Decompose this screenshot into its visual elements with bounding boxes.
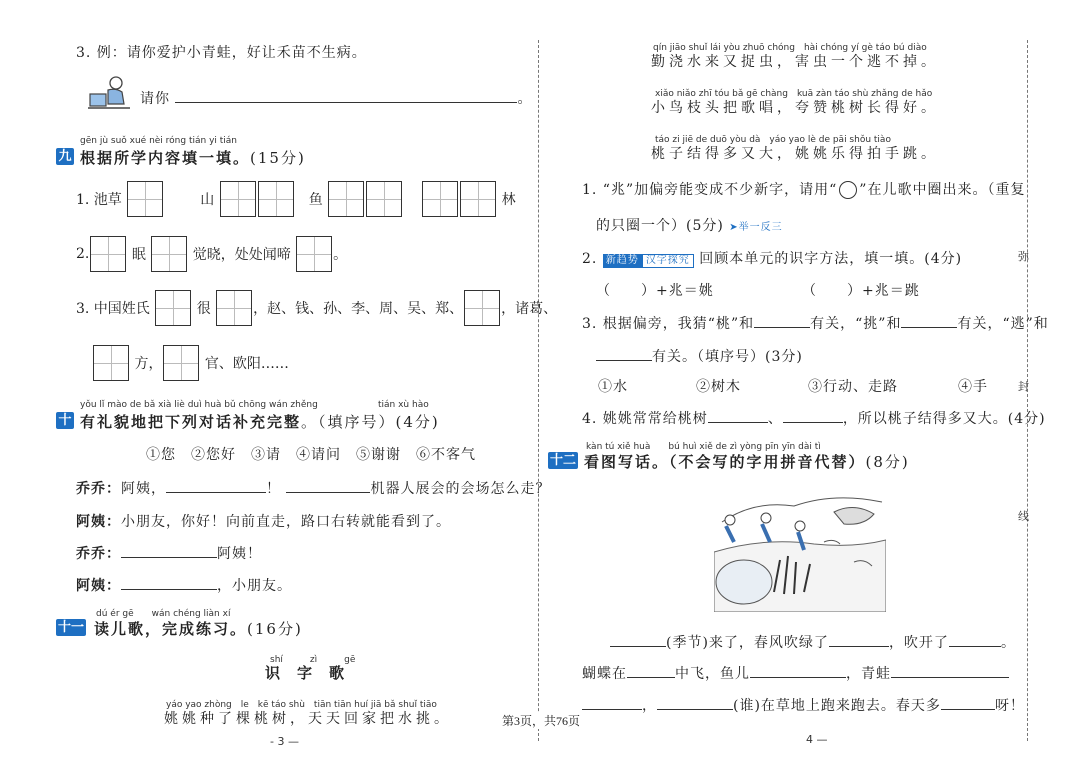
circle-icon (839, 181, 857, 199)
seal-label-2: 封 (1018, 380, 1029, 393)
write-blank[interactable] (829, 632, 889, 647)
tianzi-cell[interactable] (90, 236, 126, 272)
tianzi-cell[interactable] (220, 181, 256, 217)
q3-blank[interactable] (596, 346, 652, 361)
right-q2-fill-b[interactable]: （ ）+兆＝跳 (802, 283, 920, 299)
trend-tag: 新趋势 (603, 254, 642, 268)
tianzi-cell[interactable] (93, 345, 129, 381)
q4-blank[interactable] (708, 408, 768, 423)
sec10-pinyin2: tián xù hào (378, 400, 429, 410)
dialog-line-2: 阿姨：小朋友，你好！向前直走，路口右转就能看到了。 (76, 514, 451, 530)
sec9-q1: 1. 池草 山 鱼 林 (76, 181, 516, 217)
poem-line2: 勤浇水来又捉虫，害虫一个逃不掉。 (651, 54, 939, 70)
q3-option-3: ③行动、走路 (808, 379, 898, 395)
sec11-title: 读儿歌，完成练习。(16分) (94, 620, 303, 638)
sec9-pinyin: gēn jù suǒ xué nèi róng tián yi tián (80, 136, 238, 146)
spring-scene-illustration (714, 482, 886, 612)
dialog-line-3: 乔乔： 阿姨！ (76, 543, 262, 563)
write-blank[interactable] (657, 695, 733, 710)
page-number-left: - 3 — (270, 735, 299, 748)
sec12-pinyin: kàn tú xiě huà bú huì xiě de zì yòng pīn yīn dài tì (586, 442, 821, 452)
write-blank[interactable] (610, 632, 666, 647)
tianzi-cell[interactable] (366, 181, 402, 217)
tianzi-cell[interactable] (460, 181, 496, 217)
right-q4: 4. 姚姚常常给桃树 、 ，所以桃子结得多又大。(4分) (582, 408, 1046, 428)
poem-title-pinyin: shí zì gē (270, 655, 356, 665)
dialog-line-4: 阿姨： ，小朋友。 (76, 575, 292, 595)
right-q3: 3. 根据偏旁，我猜“桃”和 有关，“挑”和 有关，“逃”和 (582, 313, 1049, 333)
poem-line4: 桃子结得多又大，姚姚乐得拍手跳。 (651, 146, 939, 162)
right-q1: 1. “兆”加偏旁能变成不少新字，请用“ ”在儿歌中圈出来。（重复 (582, 182, 1026, 198)
poem-line1-pinyin: yáo yao zhòng le kē táo shù tiān tiān huí jiā bǎ shuǐ tiāo (166, 700, 437, 710)
dialog-blank[interactable] (121, 543, 217, 558)
sec10-pinyin: yǒu lǐ mào de bǎ xià liè duì huà bǔ chōng wán zhěng (80, 400, 318, 410)
explore-tag: 汉字探究 (642, 254, 694, 268)
sec9-title: 根据所学内容填一填。(15分) (80, 149, 306, 167)
seal-label-3: 线 (1018, 510, 1029, 523)
tianzi-cell[interactable] (328, 181, 364, 217)
right-q3-cont: 有关。（填序号）(3分) (596, 346, 803, 366)
tianzi-cell[interactable] (155, 290, 191, 326)
tianzi-cell[interactable] (422, 181, 458, 217)
sec9-badge: 九 (56, 148, 74, 165)
tianzi-cell[interactable] (127, 181, 163, 217)
sec12-title: 看图写话。（不会写的字用拼音代替）(8分) (584, 453, 910, 471)
sec10-options: ①您 ②您好 ③请 ④请问 ⑤谢谢 ⑥不客气 (146, 447, 476, 463)
write-line-3: ， (谁)在草地上跑来跑去。春天多 呀！ (582, 695, 1025, 715)
sec10-title: 有礼貌地把下列对话补充完整。（填序号）(4分) (80, 413, 440, 431)
poem-line2-pinyin: qín jiāo shuǐ lái yòu zhuō chóng hài chóng yí gè táo bú diào (653, 43, 927, 53)
poem-line4-pinyin: táo zi jiē de duō yòu dà yáo yao lè de pāi shǒu tiào (655, 135, 891, 145)
q3-option-1: ①水 (598, 379, 628, 395)
q4-blank[interactable] (783, 408, 843, 423)
write-blank[interactable] (949, 632, 1001, 647)
tianzi-cell[interactable] (151, 236, 187, 272)
q3-option-2: ②树木 (696, 379, 741, 395)
page-divider (538, 40, 539, 741)
right-q1-cont: 的只圈一个）(5分) ➤举一反三 (596, 218, 783, 234)
right-q2-fill-a[interactable]: （ ）+兆＝姚 (596, 283, 714, 299)
write-blank[interactable] (627, 663, 675, 678)
poem-line3: 小鸟枝头把歌唱，夸赞桃树长得好。 (651, 100, 939, 116)
write-line-2: 蝴蝶在 中飞，鱼儿 ，青蛙 (582, 663, 1009, 683)
sec10-badge: 十 (56, 412, 74, 429)
tianzi-cell[interactable] (296, 236, 332, 272)
seal-label-1: 弥 (1018, 250, 1029, 263)
q3-answer-line[interactable] (175, 88, 517, 103)
q3-blank[interactable] (901, 313, 957, 328)
right-q2: 2. 新趋势 汉字探究 回顾本单元的识字方法，填一填。(4分) (582, 251, 963, 267)
poem-line1: 姚姚种了棵桃树，天天回家把水挑。 (164, 711, 452, 727)
tianzi-cell[interactable] (216, 290, 252, 326)
dialog-line-1: 乔乔：阿姨， ！ 机器人展会的会场怎么走？ (76, 478, 550, 498)
q3-option-4: ④手 (958, 379, 988, 395)
dialog-blank[interactable] (121, 575, 217, 590)
page-count-footer: 第3页，共76页 (502, 714, 581, 728)
q3-example: 3. 例：请你爱护小青蛙，好让禾苗不生病。 (76, 45, 367, 61)
tianzi-cell[interactable] (258, 181, 294, 217)
poem-line3-pinyin: xiǎo niǎo zhī tóu bǎ gē chàng kuā zàn táo shù zhǎng de hǎo (655, 89, 933, 99)
sec11-badge: 十一 (57, 620, 84, 635)
write-blank[interactable] (582, 695, 642, 710)
q3-prompt-row: 请你 。 (140, 88, 532, 108)
write-blank[interactable] (891, 663, 1009, 678)
tianzi-cell[interactable] (464, 290, 500, 326)
sec9-q3: 3. 中国姓氏 很 ，赵、钱、孙、李、周、吴、郑、 ，诸葛、 (76, 290, 557, 326)
child-figure-icon (86, 74, 134, 114)
sec9-q3-cont: 方， 官、欧阳…… (92, 345, 289, 381)
sec12-badge: 十二 (549, 453, 576, 468)
dialog-blank[interactable] (166, 478, 266, 493)
write-line-1: (季节)来了，春风吹绿了 ，吹开了 。 (610, 632, 1016, 652)
sec11-pinyin: dú ér gē wán chéng liàn xí (96, 609, 231, 619)
q3-blank[interactable] (754, 313, 810, 328)
tianzi-cell[interactable] (163, 345, 199, 381)
poem-title: 识 字 歌 (265, 664, 346, 682)
page-number-right: 4 — (806, 733, 828, 746)
write-blank[interactable] (750, 663, 846, 678)
sec9-q2: 2. 眠 觉晓，处处闻啼 。 (76, 236, 347, 272)
write-blank[interactable] (941, 695, 995, 710)
dialog-blank[interactable] (286, 478, 370, 493)
